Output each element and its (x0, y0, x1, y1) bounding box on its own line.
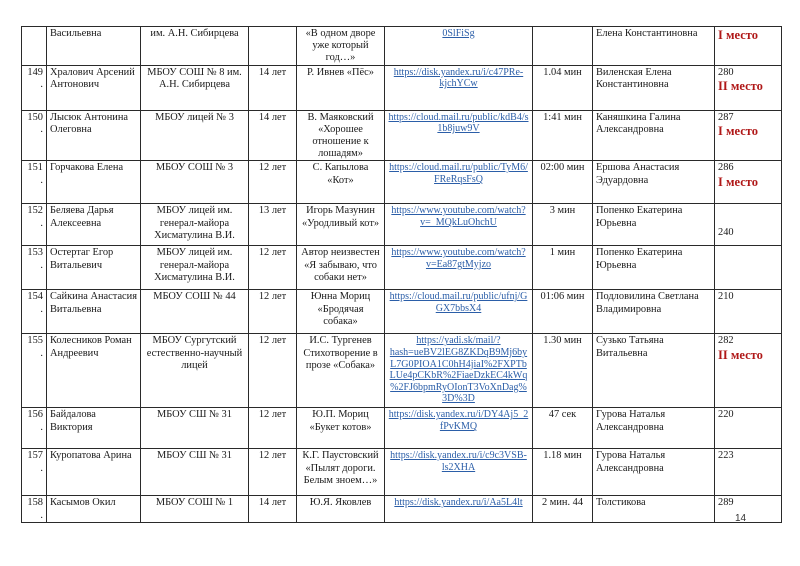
teacher-name: Ершова Анастасия Эдуардовна (593, 161, 715, 204)
work-title: Ю.Я. Яковлев (297, 496, 385, 522)
duration: 47 сек (533, 408, 593, 449)
school-name: МБОУ лицей им. генерал-майора Хисматулина В.И. (141, 246, 249, 290)
participant-name: Хралович Арсений Антонович (47, 65, 141, 110)
table-row (22, 246, 782, 290)
participant-name: Байдалова Виктория (47, 408, 141, 449)
participant-age (249, 27, 297, 66)
score-value: 287 (718, 111, 734, 123)
result-cell (715, 110, 782, 161)
row-number: 149. (22, 65, 47, 110)
participant-name: Касымов Окил (47, 496, 141, 522)
school-name: МБОУ Сургутский естественно-научный лицей (141, 334, 249, 408)
teacher-name: Гурова Наталья Александровна (593, 408, 715, 449)
video-link[interactable]: 0SlFiSg (385, 27, 533, 66)
participant-name: Горчакова Елена (47, 161, 141, 204)
participant-name: Васильевна (47, 27, 141, 66)
table-row (22, 334, 782, 408)
participant-age: 14 лет (249, 110, 297, 161)
row-number: 157. (22, 449, 47, 496)
school-name: МБОУ СОШ № 44 (141, 290, 249, 334)
teacher-name: Елена Константиновна (593, 27, 715, 66)
participant-age: 12 лет (249, 290, 297, 334)
duration: 1.04 мин (533, 65, 593, 110)
work-title: В. Маяковский «Хорошее отношение к лошадям» (297, 110, 385, 161)
work-title: Р. Ивнев «Пёс» (297, 65, 385, 110)
row-number: 156. (22, 408, 47, 449)
score-value: 210 (718, 291, 734, 303)
work-title: Игорь Мазунин «Уродливый кот» (297, 204, 385, 246)
participant-name: Куропатова Арина (47, 449, 141, 496)
score-value: 289 (718, 497, 734, 509)
duration: 1.30 мин (533, 334, 593, 408)
work-title: Автор неизвестен «Я забываю, что собаки нет» (297, 246, 385, 290)
video-link[interactable]: https://cloud.mail.ru/public/kdB4/s1b8juw9V (385, 110, 533, 161)
table-row (22, 161, 782, 204)
teacher-name: Виленская Елена Константиновна (593, 65, 715, 110)
result-cell (715, 204, 782, 246)
video-link[interactable]: https://disk.yandex.ru/i/c9c3VSB-ls2XHA (385, 449, 533, 496)
row-number: 155. (22, 334, 47, 408)
result-cell (715, 334, 782, 408)
table-row (22, 204, 782, 246)
work-title: С. Капылова «Кот» (297, 161, 385, 204)
result-cell (715, 65, 782, 110)
result-cell (715, 496, 782, 522)
participant-age: 12 лет (249, 334, 297, 408)
participant-age: 12 лет (249, 408, 297, 449)
video-link[interactable]: https://yadi.sk/mail/?hash=ueBV2lEG8ZKDqB9Mj6byL7G0PIOA1C0hH4jiaI%2FXPTbLUe4pCKbR%2FiaeDzkEC4kWq%2FJ6bpmRyOIonT3VoXnDag%3D%3D (385, 334, 533, 408)
duration: 1 мин (533, 246, 593, 290)
video-link[interactable]: https://cloud.mail.ru/public/ufnj/GGX7bbsX4 (385, 290, 533, 334)
row-number: 154. (22, 290, 47, 334)
teacher-name: Попенко Екатерина Юрьевна (593, 246, 715, 290)
result-cell (715, 27, 782, 66)
teacher-name: Подловилина Светлана Владимировна (593, 290, 715, 334)
participant-age: 12 лет (249, 246, 297, 290)
place-badge: II место (718, 78, 763, 93)
video-link[interactable]: https://disk.yandex.ru/i/DY4Aj5_2fPvKMQ (385, 408, 533, 449)
school-name: МБОУ СШ № 31 (141, 449, 249, 496)
teacher-name: Толстикова (593, 496, 715, 522)
video-link[interactable]: https://disk.yandex.ru/i/Aa5L4lt (385, 496, 533, 522)
table-row (22, 290, 782, 334)
result-cell (715, 408, 782, 449)
participants-table (21, 26, 782, 523)
video-link[interactable]: https://cloud.mail.ru/public/TyM6/FReRqsFsQ (385, 161, 533, 204)
table-row (22, 408, 782, 449)
participant-name: Беляева Дарья Алексеевна (47, 204, 141, 246)
school-name: МБОУ СОШ № 3 (141, 161, 249, 204)
school-name: МБОУ лицей № 3 (141, 110, 249, 161)
result-cell (715, 290, 782, 334)
participant-age: 12 лет (249, 161, 297, 204)
video-link[interactable]: https://disk.yandex.ru/i/c47PRe-kjchYCw (385, 65, 533, 110)
school-name: МБОУ СОШ № 8 им. А.Н. Сибирцева (141, 65, 249, 110)
school-name: им. А.Н. Сибирцева (141, 27, 249, 66)
row-number: 158. (22, 496, 47, 522)
participant-age: 12 лет (249, 449, 297, 496)
duration: 3 мин (533, 204, 593, 246)
result-cell (715, 161, 782, 204)
place-badge: I место (718, 174, 758, 189)
teacher-name: Сузько Татьяна Витальевна (593, 334, 715, 408)
school-name: МБОУ СОШ № 1 (141, 496, 249, 522)
work-title: К.Г. Паустовский «Пылят дороги. Белым зноем…» (297, 449, 385, 496)
participant-age: 14 лет (249, 65, 297, 110)
video-link[interactable]: https://www.youtube.com/watch?v=Ea87gtMyjzo (385, 246, 533, 290)
duration: 02:00 мин (533, 161, 593, 204)
row-number: 152. (22, 204, 47, 246)
table-row (22, 27, 782, 66)
video-link[interactable]: https://www.youtube.com/watch?v=_MQkLuOhchU (385, 204, 533, 246)
page-number: 14 (735, 513, 747, 524)
teacher-name: Каняшкина Галина Александровна (593, 110, 715, 161)
duration: 1:41 мин (533, 110, 593, 161)
work-title: И.С. Тургенев Стихотворение в прозе «Собака» (297, 334, 385, 408)
participant-name: Остертаг Егор Витальевич (47, 246, 141, 290)
score-value: 223 (718, 450, 734, 462)
table-row (22, 449, 782, 496)
participant-name: Сайкина Анастасия Витальевна (47, 290, 141, 334)
school-name: МБОУ лицей им. генерал-майора Хисматулина В.И. (141, 204, 249, 246)
work-title: Ю.П. Мориц «Букет котов» (297, 408, 385, 449)
row-number: 150. (22, 110, 47, 161)
row-number: 153. (22, 246, 47, 290)
participant-name: Лысюк Антонина Олеговна (47, 110, 141, 161)
duration (533, 27, 593, 66)
score-value: 240 (718, 227, 734, 239)
participant-age: 13 лет (249, 204, 297, 246)
teacher-name: Гурова Наталья Александровна (593, 449, 715, 496)
place-badge: I место (718, 123, 758, 138)
work-title: Юнна Мориц «Бродячая собака» (297, 290, 385, 334)
result-cell (715, 246, 782, 290)
place-badge: II место (718, 347, 763, 362)
school-name: МБОУ СШ № 31 (141, 408, 249, 449)
duration: 1.18 мин (533, 449, 593, 496)
participant-name: Колесников Роман Андреевич (47, 334, 141, 408)
row-number (22, 27, 47, 66)
row-number: 151. (22, 161, 47, 204)
table-row (22, 110, 782, 161)
work-title: «В одном дворе уже который год…» (297, 27, 385, 66)
score-value: 282 (718, 335, 734, 347)
score-value: 280 (718, 66, 734, 78)
duration: 01:06 мин (533, 290, 593, 334)
place-badge: I место (718, 28, 758, 42)
duration: 2 мин. 44 (533, 496, 593, 522)
participant-age: 14 лет (249, 496, 297, 522)
result-cell (715, 449, 782, 496)
teacher-name: Попенко Екатерина Юрьевна (593, 204, 715, 246)
score-value: 220 (718, 409, 734, 421)
score-value: 286 (718, 162, 734, 174)
table-row (22, 65, 782, 110)
table-row (22, 496, 782, 522)
